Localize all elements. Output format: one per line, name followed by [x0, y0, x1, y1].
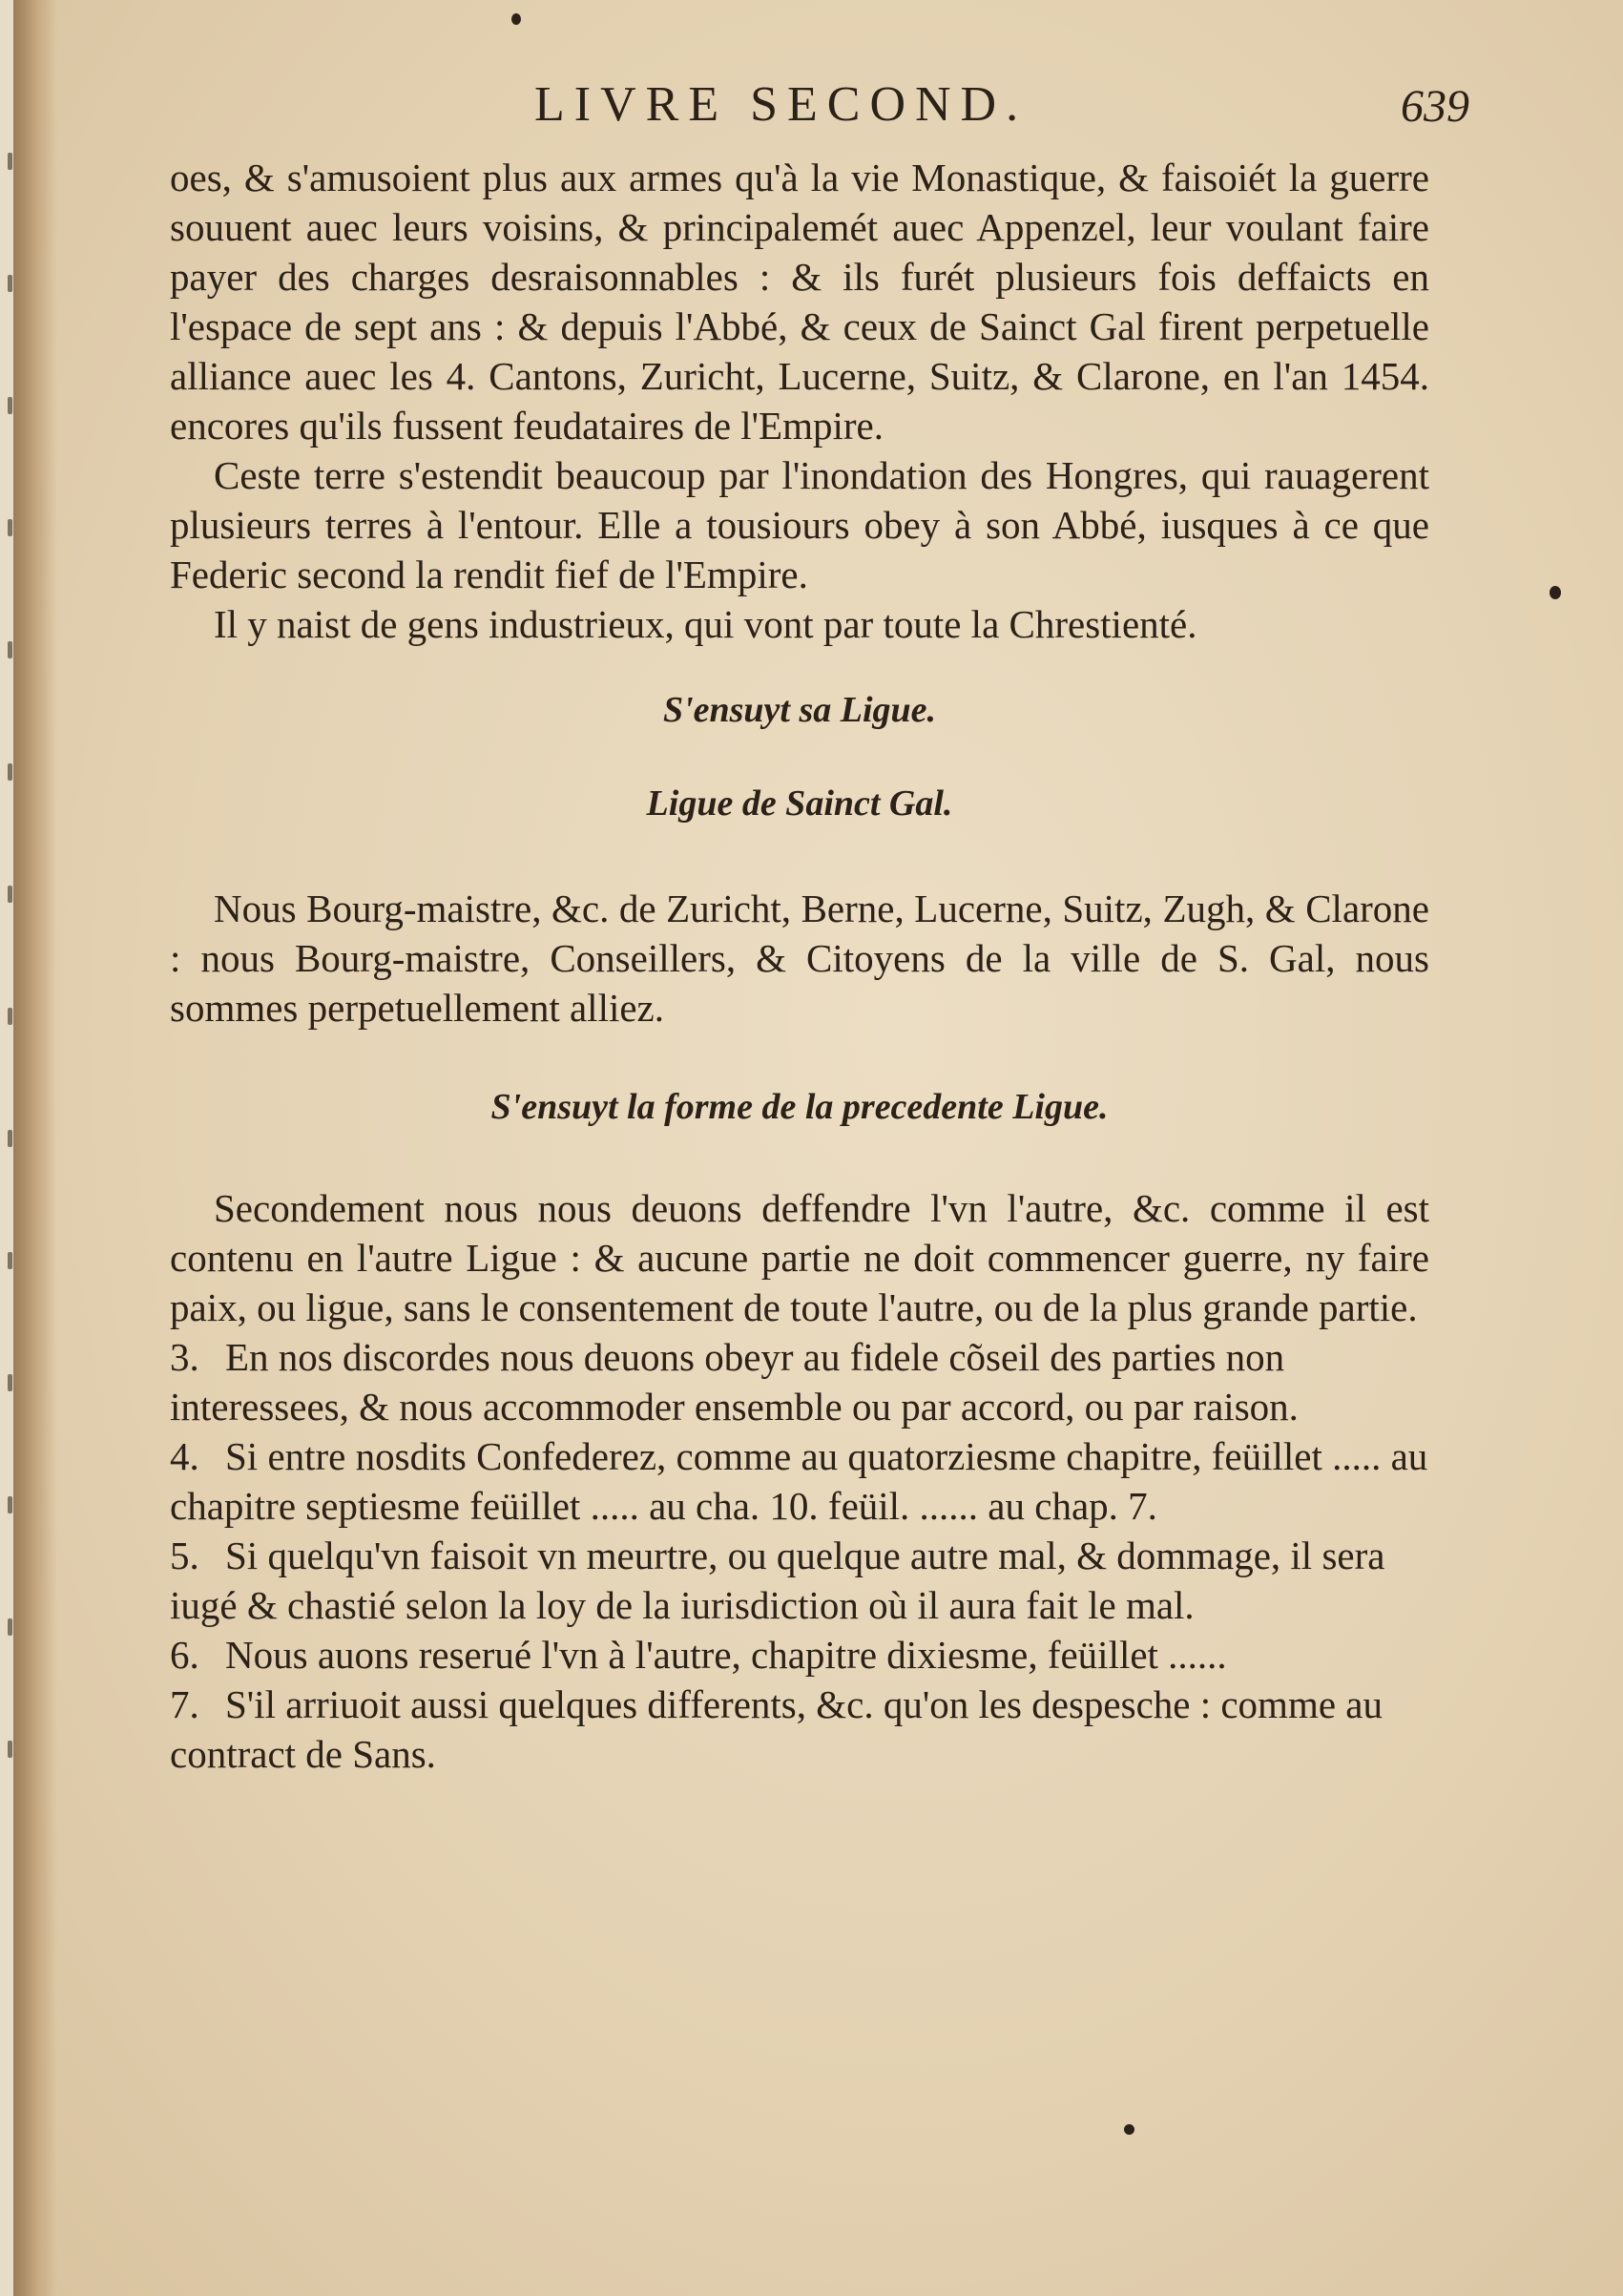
item-number: 4. — [170, 1434, 199, 1478]
item-number: 5. — [170, 1534, 199, 1577]
paragraph-abbey-history: oes, & s'amusoient plus aux armes qu'à la vie Monastique, & faisoiét la guerre souuent auec leurs voisins, & principalemét auec Appenzel, leur voulant faire payer des charges desraisonnables : & ils furét plusieurs fois deffaicts en l'espace de sept ans : & depuis l'Abbé, & ceux de Sainct Gal firent perpetuelle alliance auec les 4. Cantons, Zuricht, Lucerne, Suitz, & Clarone, en l'an 1454. encores qu'ils fussent feudataires de l'Empire. — [170, 156, 1429, 448]
item-number: 6. — [170, 1633, 199, 1677]
paragraph-industrious-people: Il y naist de gens industrieux, qui vont par toute la Chrestienté. — [214, 602, 1197, 646]
page-header — [534, 76, 1469, 134]
book-spine-shadow — [13, 0, 57, 2296]
heading-sensuyt-ligue: S'ensuyt sa Ligue. — [662, 690, 937, 730]
list-item — [170, 1332, 1429, 1431]
list-item — [170, 1431, 1429, 1531]
page-number: 639 — [1401, 81, 1469, 132]
list-item — [170, 1630, 1429, 1680]
item-text: Si entre nosdits Confederez, comme au quatorziesme chapitre, feüillet ..... au chapitre septiesme feüillet ..... au cha. 10. feüil. ...... au chap. 7. — [170, 1434, 1428, 1528]
main-text — [170, 153, 1429, 1779]
item-number: 7. — [170, 1682, 199, 1726]
left-edge-marks — [4, 153, 17, 1870]
ink-speck-bottom — [1124, 2124, 1134, 2135]
paragraph-ligue-text: Nous Bourg-maistre, &c. de Zuricht, Berne, Lucerne, Suitz, Zugh, & Clarone : nous Bourg-maistre, Conseillers, & Citoyens de la ville de S. Gal, nous sommes perpetuellement alliez. — [170, 887, 1429, 1030]
heading-forme-ligue: S'ensuyt la forme de la precedente Ligue. — [490, 1087, 1109, 1127]
running-title: LIVRE SECOND. — [534, 77, 1029, 132]
item-number: 3. — [170, 1335, 199, 1379]
paragraph-territory: Ceste terre s'estendit beaucoup par l'inondation des Hongres, qui rauagerent plusieurs terres à l'entour. Elle a tousiours obey à son Abbé, iusques à ce que Federic second la rendit fief de l'Empire. — [170, 453, 1429, 596]
ink-speck-top — [511, 13, 521, 25]
list-item — [170, 1680, 1429, 1779]
paragraph-forme-intro: Secondement nous nous deuons deffendre l'vn l'autre, &c. comme il est contenu en l'autre Ligue : & aucune partie ne doit commencer guerre, ny faire paix, ou ligue, sans le consentement de toute l'autre, ou de la plus grande partie. — [170, 1186, 1429, 1329]
item-text: S'il arriuoit aussi quelques differents, &c. qu'on les despesche : comme au contract de Sans. — [170, 1682, 1383, 1776]
heading-ligue-saint-gal: Ligue de Sainct Gal. — [646, 783, 953, 824]
list-item — [170, 1531, 1429, 1630]
item-text: En nos discordes nous deuons obeyr au fidele cõseil des parties non interessees, & nous accommoder ensemble ou par accord, ou par raison. — [170, 1335, 1299, 1429]
item-text: Nous auons reserué l'vn à l'autre, chapitre dixiesme, feüillet ...... — [225, 1633, 1227, 1677]
item-text: Si quelqu'vn faisoit vn meurtre, ou quelque autre mal, & dommage, il sera iugé & chastié selon la loy de la iurisdiction où il aura fait le mal. — [170, 1534, 1385, 1627]
ink-speck-right — [1550, 586, 1561, 599]
